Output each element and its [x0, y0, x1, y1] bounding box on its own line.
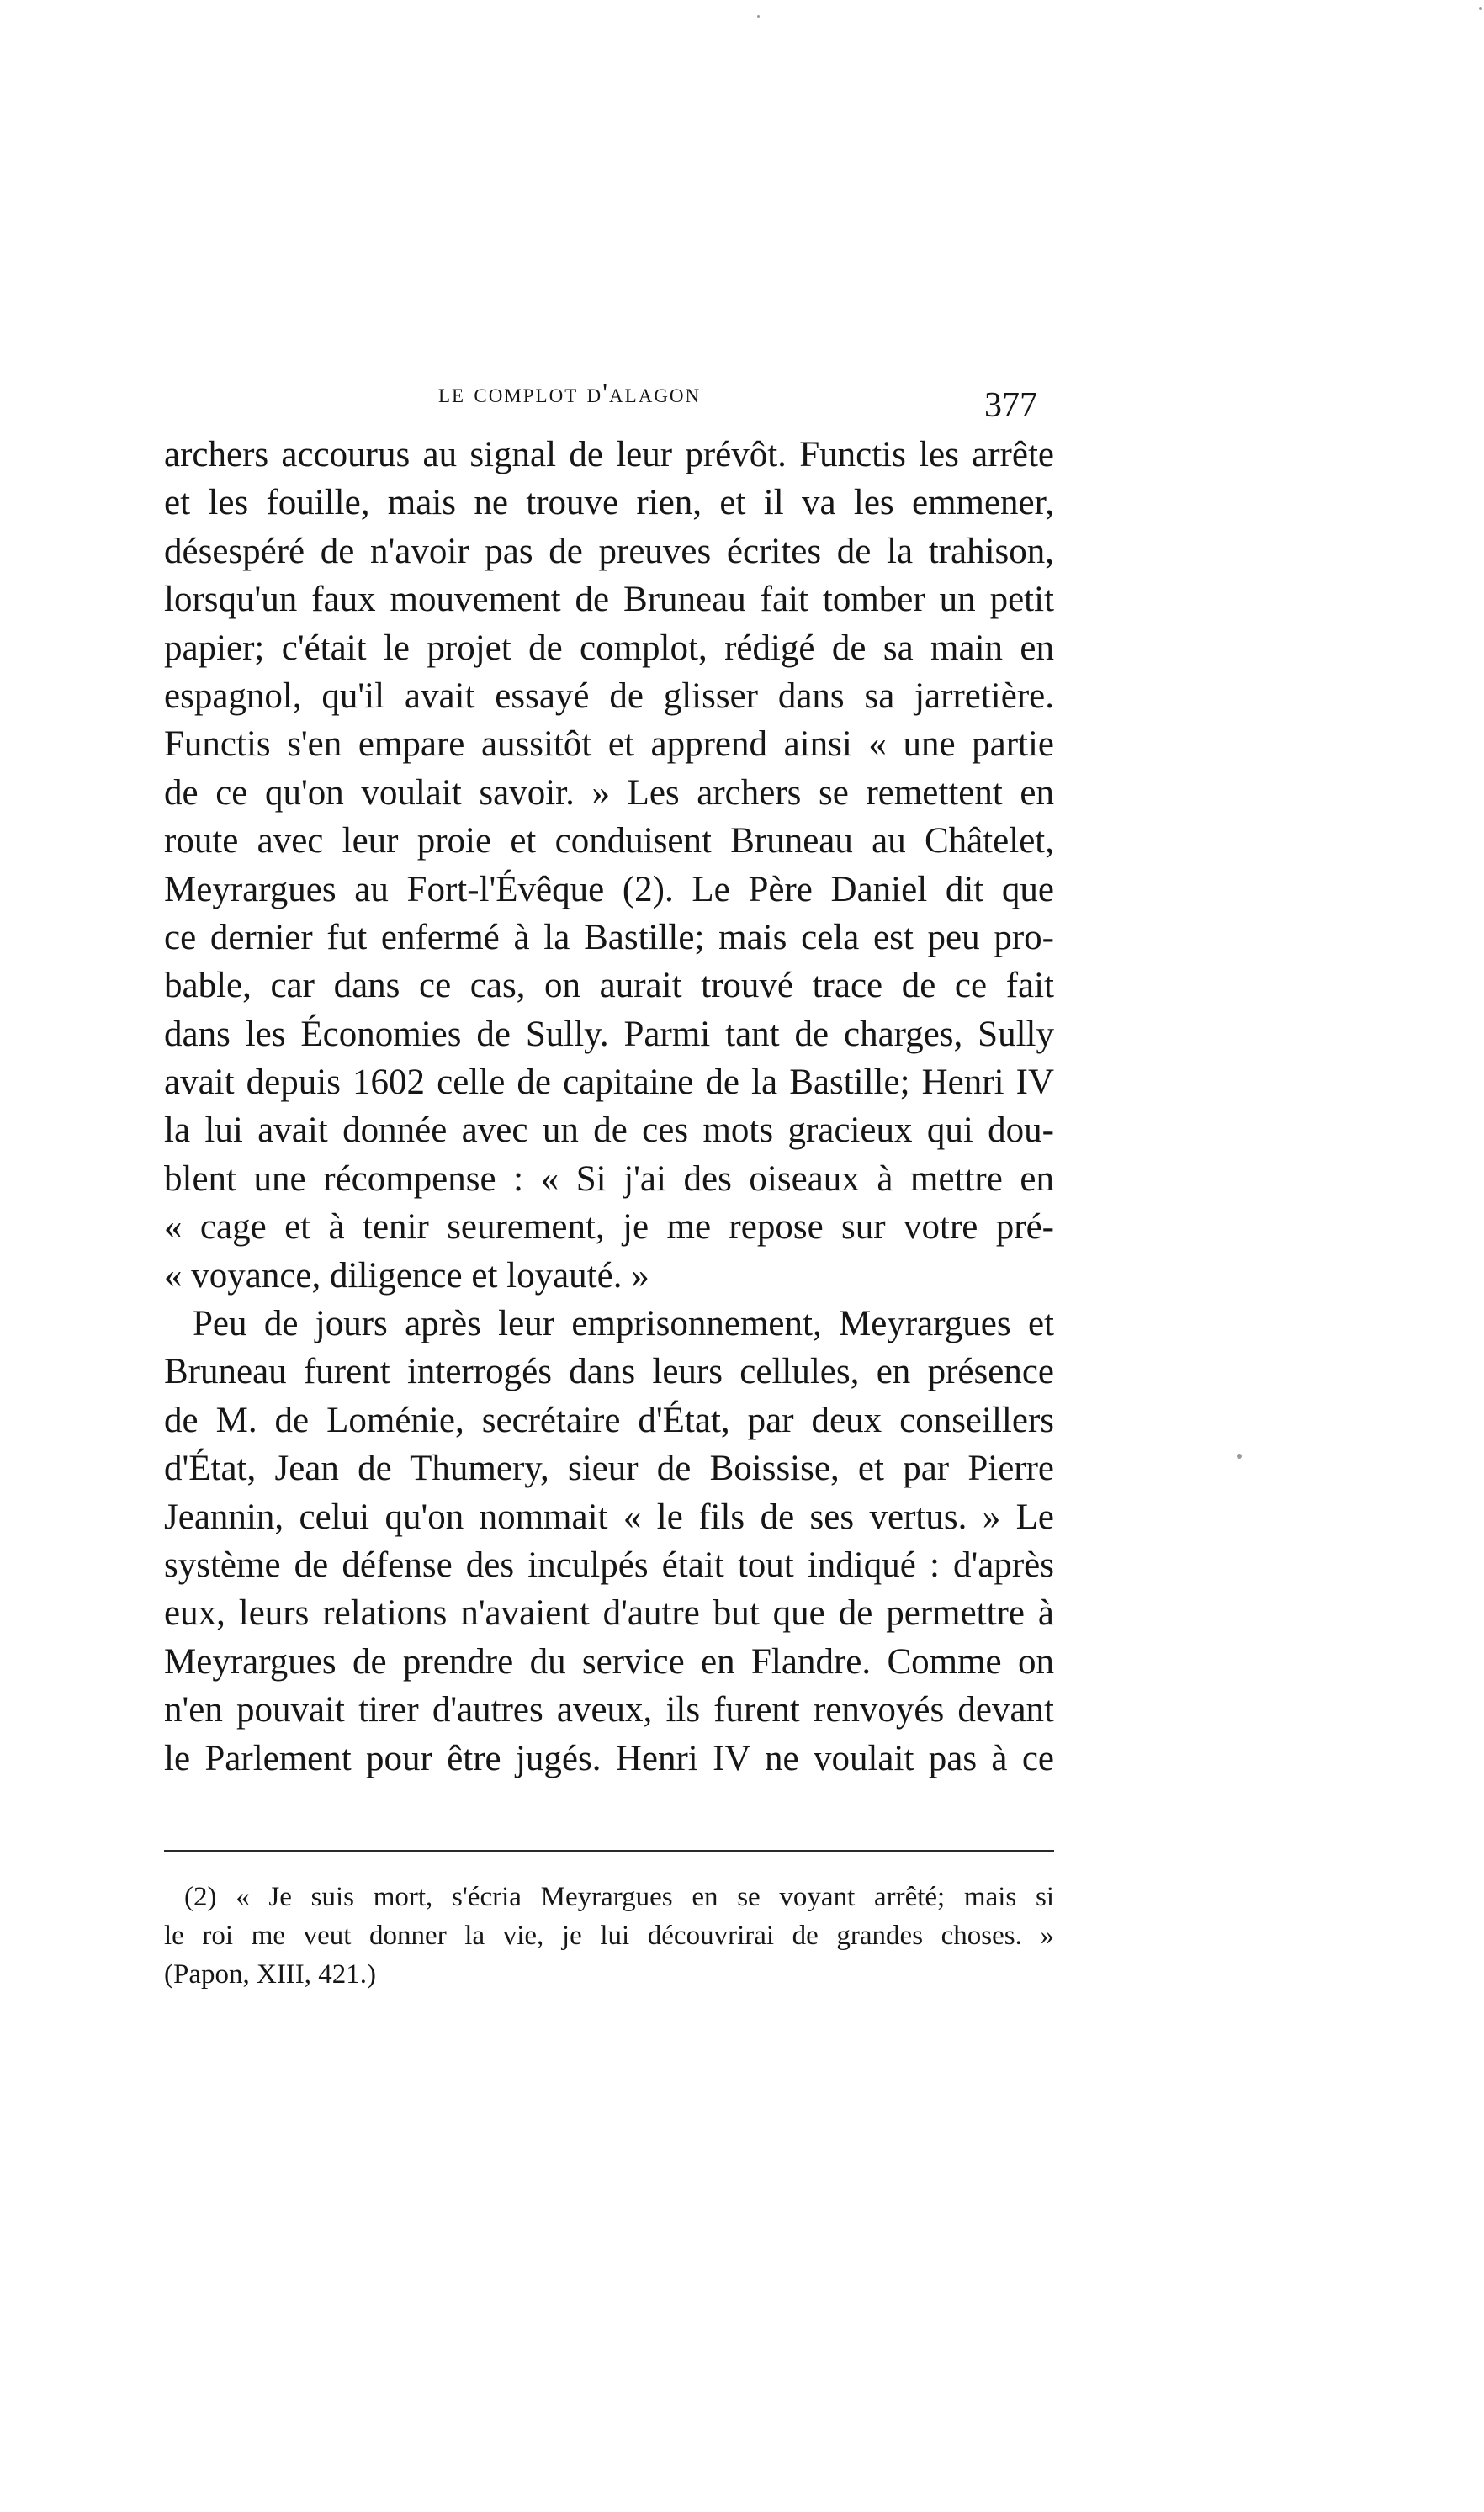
text-line: le Parlement pour être jugés. Henri IV ne voulait pas à ce	[164, 1738, 1054, 1778]
text-line: avait depuis 1602 celle de capitaine de la Bastille; Henri IV	[164, 1063, 1054, 1103]
footnote-line: (2) « Je suis mort, s'écria Meyrargues en se voyant arrêté; mais si	[184, 1882, 1054, 1912]
paragraph-start-line: Peu de jours après leur emprisonnement, Meyrargues et	[193, 1304, 1054, 1344]
text-line: Meyrargues de prendre du service en Flandre. Comme on	[164, 1641, 1054, 1682]
text-line: archers accourus au signal de leur prévôt. Functis les arrête	[164, 435, 1054, 474]
text-line: désespéré de n'avoir pas de preuves écrites de la trahison,	[164, 531, 1054, 571]
body-text	[164, 431, 1054, 1783]
text-line: lorsqu'un faux mouvement de Bruneau fait tomber un petit	[164, 580, 1054, 620]
text-line: système de défense des inculpés était tout indiqué : d'après	[164, 1545, 1054, 1585]
text-line: eux, leurs relations n'avaient d'autre but que de permettre à	[164, 1593, 1054, 1634]
text-line: de M. de Loménie, secrétaire d'État, par deux conseillers	[164, 1400, 1054, 1440]
text-line: Bruneau furent interrogés dans leurs cellules, en présence	[164, 1352, 1054, 1392]
text-line: bable, car dans ce cas, on aurait trouvé trace de ce fait	[164, 966, 1054, 1006]
text-line: n'en pouvait tirer d'autres aveux, ils furent renvoyés devant	[164, 1690, 1054, 1730]
text-line: Meyrargues au Fort-l'Évêque (2). Le Père Daniel dit que	[164, 869, 1054, 909]
text-line: Jeannin, celui qu'on nommait « le fils de ses vertus. » Le	[164, 1497, 1054, 1537]
text-line: ce dernier fut enfermé à la Bastille; mais cela est peu pro-	[164, 917, 1054, 957]
text-line: route avec leur proie et conduisent Bruneau au Châtelet,	[164, 821, 1054, 861]
footnote-rule	[164, 1850, 1054, 1852]
footnote-line: le roi me veut donner la vie, je lui découvrirai de grandes choses. »	[164, 1921, 1054, 1951]
text-line: Functis s'en empare aussitôt et apprend ainsi « une partie	[164, 724, 1054, 765]
text-line: dans les Économies de Sully. Parmi tant de charges, Sully	[164, 1014, 1054, 1054]
text-line: « voyance, diligence et loyauté. »	[164, 1255, 649, 1296]
running-title: le complot d'alagon	[438, 379, 702, 409]
text-line: « cage et à tenir seurement, je me repose sur votre pré-	[164, 1207, 1054, 1248]
text-line: papier; c'était le projet de complot, rédigé de sa main en	[164, 628, 1054, 668]
text-line: de ce qu'on voulait savoir. » Les archers se remettent en	[164, 772, 1054, 813]
text-line: blent une récompense : « Si j'ai des oiseaux à mettre en	[164, 1158, 1054, 1199]
text-line: la lui avait donnée avec un de ces mots gracieux qui dou-	[164, 1110, 1054, 1151]
running-header	[0, 372, 1484, 425]
text-line: espagnol, qu'il avait essayé de glisser dans sa jarretière.	[164, 676, 1054, 716]
text-line: d'État, Jean de Thumery, sieur de Boissise, et par Pierre	[164, 1449, 1054, 1489]
footnote	[164, 1878, 1054, 1994]
text-line: et les fouille, mais ne trouve rien, et il va les emmener,	[164, 483, 1054, 523]
page-number: 377	[984, 386, 1037, 425]
footnote-line: (Papon, XIII, 421.)	[164, 1959, 377, 1990]
